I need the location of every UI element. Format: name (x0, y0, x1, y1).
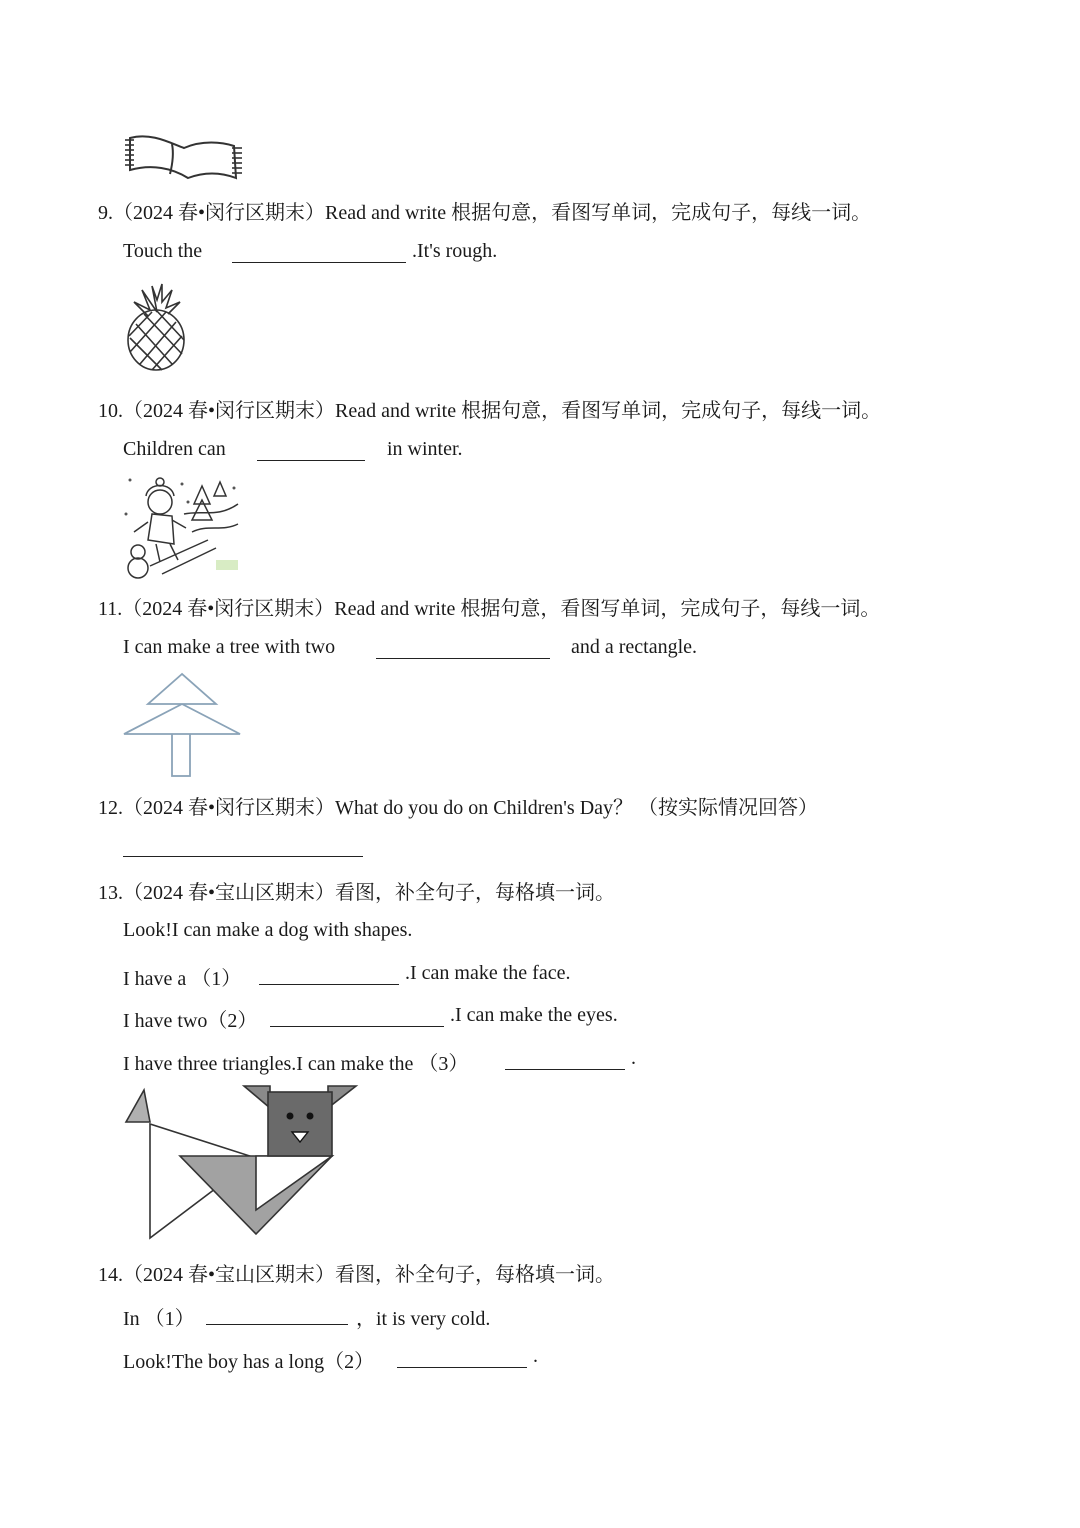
question-9-header: 9.（2024 春•闵行区期末）Read and write 根据句意，看图写单词，完成句子，每线一词。 (98, 202, 872, 224)
question-11-header: 11.（2024 春•闵行区期末）Read and write 根据句意，看图写单词，完成句子，每线一词。 (98, 598, 881, 620)
question-10-answer-blank[interactable] (257, 460, 365, 461)
shape-tree-icon (122, 670, 244, 778)
shape-dog-icon (122, 1084, 360, 1244)
question-14-line-2-end: . (533, 1345, 538, 1367)
question-11-sentence-end: and a rectangle. (571, 636, 698, 658)
question-11-answer-blank[interactable] (376, 658, 550, 659)
question-10-sentence-end: in winter. (387, 438, 463, 460)
question-13-header: 13.（2024 春•宝山区期末）看图，补全句子，每格填一词。 (98, 882, 616, 904)
question-13-blank-3[interactable] (505, 1069, 625, 1070)
question-14-blank-1[interactable] (206, 1324, 348, 1325)
question-14-line-1-start: In （1） (123, 1308, 195, 1330)
pineapple-icon (122, 282, 192, 372)
question-11-sentence-start: I can make a tree with two (123, 636, 336, 658)
question-13-line-2-end: .I can make the eyes. (450, 1004, 618, 1026)
question-12-header: 12.（2024 春•闵行区期末）What do you do on Children's Day？ （按实际情况回答） (98, 797, 819, 819)
question-10-header: 10.（2024 春•闵行区期末）Read and write 根据句意，看图写单词，完成句子，每线一词。 (98, 400, 882, 422)
question-14-blank-2[interactable] (397, 1367, 527, 1368)
question-13-line-3-end: . (631, 1047, 636, 1069)
question-13-line-1-start: I have a （1） (123, 968, 242, 990)
question-14-line-2-start: Look!The boy has a long（2） (123, 1351, 375, 1373)
question-13-intro: Look!I can make a dog with shapes. (123, 919, 413, 941)
question-13-blank-2[interactable] (270, 1026, 444, 1027)
question-13-line-1-end: .I can make the face. (405, 962, 571, 984)
question-12-answer-blank[interactable] (123, 856, 363, 857)
question-14-header: 14.（2024 春•宝山区期末）看图，补全句子，每格填一词。 (98, 1264, 616, 1286)
question-13-line-3-start: I have three triangles.I can make the （3） (123, 1053, 469, 1075)
question-13-line-2-start: I have two（2） (123, 1010, 258, 1032)
skiing-child-icon (122, 474, 242, 582)
scarf-icon (122, 130, 246, 186)
question-9-answer-blank[interactable] (232, 262, 406, 263)
question-10-sentence-start: Children can (123, 438, 226, 460)
question-9-sentence-end: .It's rough. (412, 240, 498, 262)
question-9-sentence-start: Touch the (123, 240, 203, 262)
question-14-line-1-end: ，it is very cold. (356, 1308, 491, 1330)
question-13-blank-1[interactable] (259, 984, 399, 985)
